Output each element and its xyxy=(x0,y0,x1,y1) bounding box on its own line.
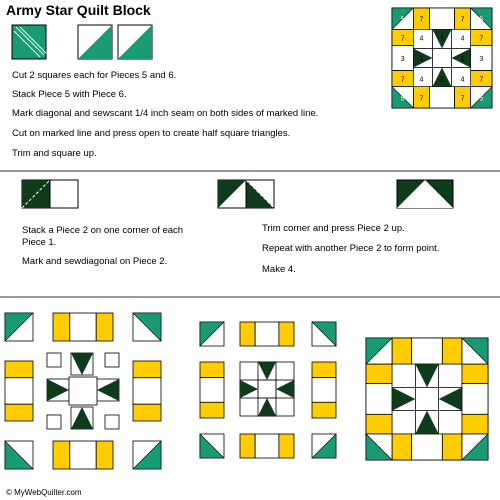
corner-square xyxy=(47,353,61,367)
yellow-strip xyxy=(240,322,255,346)
piece-number-label: 4 xyxy=(460,35,465,43)
piece-number-label: 4 xyxy=(460,76,465,84)
yellow-strip xyxy=(392,434,412,460)
finished-block-diagram xyxy=(366,338,491,463)
page-title: Army Star Quilt Block xyxy=(6,2,151,18)
white-center xyxy=(429,8,454,29)
white-center xyxy=(429,87,454,108)
white-center xyxy=(70,441,96,469)
white-center xyxy=(133,378,161,404)
instruction-text: Stack a Piece 2 on one corner of each Piece 1. xyxy=(22,225,184,248)
half-square-triangle xyxy=(118,25,152,59)
row-assembly-diagram xyxy=(200,322,340,462)
half-square-triangle xyxy=(78,25,112,59)
white-center xyxy=(70,313,96,341)
yellow-strip xyxy=(366,364,392,384)
piece-number-label: 1 xyxy=(460,56,465,63)
yellow-strip xyxy=(240,434,255,458)
piece-number-label: 1 xyxy=(440,35,444,43)
piece-number-label: 7 xyxy=(400,35,405,43)
instruction-text: Mark diagonal and sewscant 1/4 inch seam on both sides of marked line. xyxy=(12,108,319,119)
exploded-assembly-diagram xyxy=(5,313,165,473)
yellow-strip xyxy=(279,322,294,346)
piece-number-label: 7 xyxy=(419,16,424,24)
piece-number-label: 1 xyxy=(440,76,444,84)
army-star-block-diagram xyxy=(392,8,494,110)
instruction-text: Repeat with another Piece 2 to form point. xyxy=(262,243,440,254)
instruction-text: Cut 2 squares each for Pieces 5 and 6. xyxy=(12,70,177,81)
instruction-text: Stack Piece 5 with Piece 6. xyxy=(12,89,127,100)
piece-number-label: 7 xyxy=(479,35,484,43)
piece-number-label: 7 xyxy=(460,95,465,103)
piece-number-label: 7 xyxy=(419,95,424,103)
section-divider xyxy=(0,170,500,172)
piece-number-label: 5 xyxy=(479,16,484,24)
instruction-text: Trim and square up. xyxy=(12,148,97,159)
section-divider xyxy=(0,296,500,298)
white-center xyxy=(412,434,443,460)
corner-square xyxy=(105,415,119,429)
yellow-strip xyxy=(5,361,33,378)
piece-number-label: 7 xyxy=(460,16,465,24)
flying-geese-unit xyxy=(397,180,453,208)
yellow-strip xyxy=(366,414,392,434)
piece-number-label: 7 xyxy=(479,76,484,84)
yellow-strip xyxy=(5,404,33,421)
yellow-strip xyxy=(133,404,161,421)
hst-demo-figure xyxy=(12,25,152,65)
corner-square xyxy=(105,353,119,367)
stacked-square xyxy=(12,25,46,59)
white-center xyxy=(5,378,33,404)
piece-number-label: 5 xyxy=(400,95,405,103)
white-center xyxy=(462,384,488,415)
yellow-strip xyxy=(312,362,336,378)
white-center xyxy=(255,322,279,346)
piece-number-label: 4 xyxy=(419,35,424,43)
yellow-strip xyxy=(442,434,462,460)
piece-number-label: 5 xyxy=(479,95,484,103)
white-center xyxy=(200,378,224,403)
piece-number-label: 4 xyxy=(419,76,424,84)
yellow-strip xyxy=(462,364,488,384)
corner-square xyxy=(47,415,61,429)
center-square xyxy=(69,377,97,405)
yellow-strip xyxy=(53,313,70,341)
instruction-text: Make 4. xyxy=(262,264,296,275)
yellow-strip xyxy=(200,402,224,418)
flying-geese-step2 xyxy=(218,180,274,208)
instruction-text: Trim corner and press Piece 2 up. xyxy=(262,223,405,234)
piece-number-label: 7 xyxy=(400,76,405,84)
yellow-strip xyxy=(312,402,336,418)
white-center xyxy=(412,338,443,364)
white-center xyxy=(366,384,392,415)
piece-number-label: 1 xyxy=(419,56,424,63)
yellow-strip xyxy=(133,361,161,378)
instruction-text: Cut on marked line and press open to create half square triangles. xyxy=(12,128,291,139)
yellow-strip xyxy=(200,362,224,378)
yellow-strip xyxy=(279,434,294,458)
piece-number-label: 3 xyxy=(400,56,405,63)
yellow-strip xyxy=(442,338,462,364)
piece-number-label: 3 xyxy=(479,56,484,63)
instruction-text: Mark and sewdiagonal on Piece 2. xyxy=(22,256,168,267)
yellow-strip xyxy=(462,414,488,434)
piece-number-label: 5 xyxy=(400,16,405,24)
credit-text: © MyWebQuilter.com xyxy=(6,488,82,497)
yellow-strip xyxy=(96,313,113,341)
yellow-strip xyxy=(96,441,113,469)
white-center xyxy=(255,434,279,458)
yellow-strip xyxy=(392,338,412,364)
flying-geese-step1 xyxy=(22,180,78,208)
white-center xyxy=(312,378,336,403)
yellow-strip xyxy=(53,441,70,469)
